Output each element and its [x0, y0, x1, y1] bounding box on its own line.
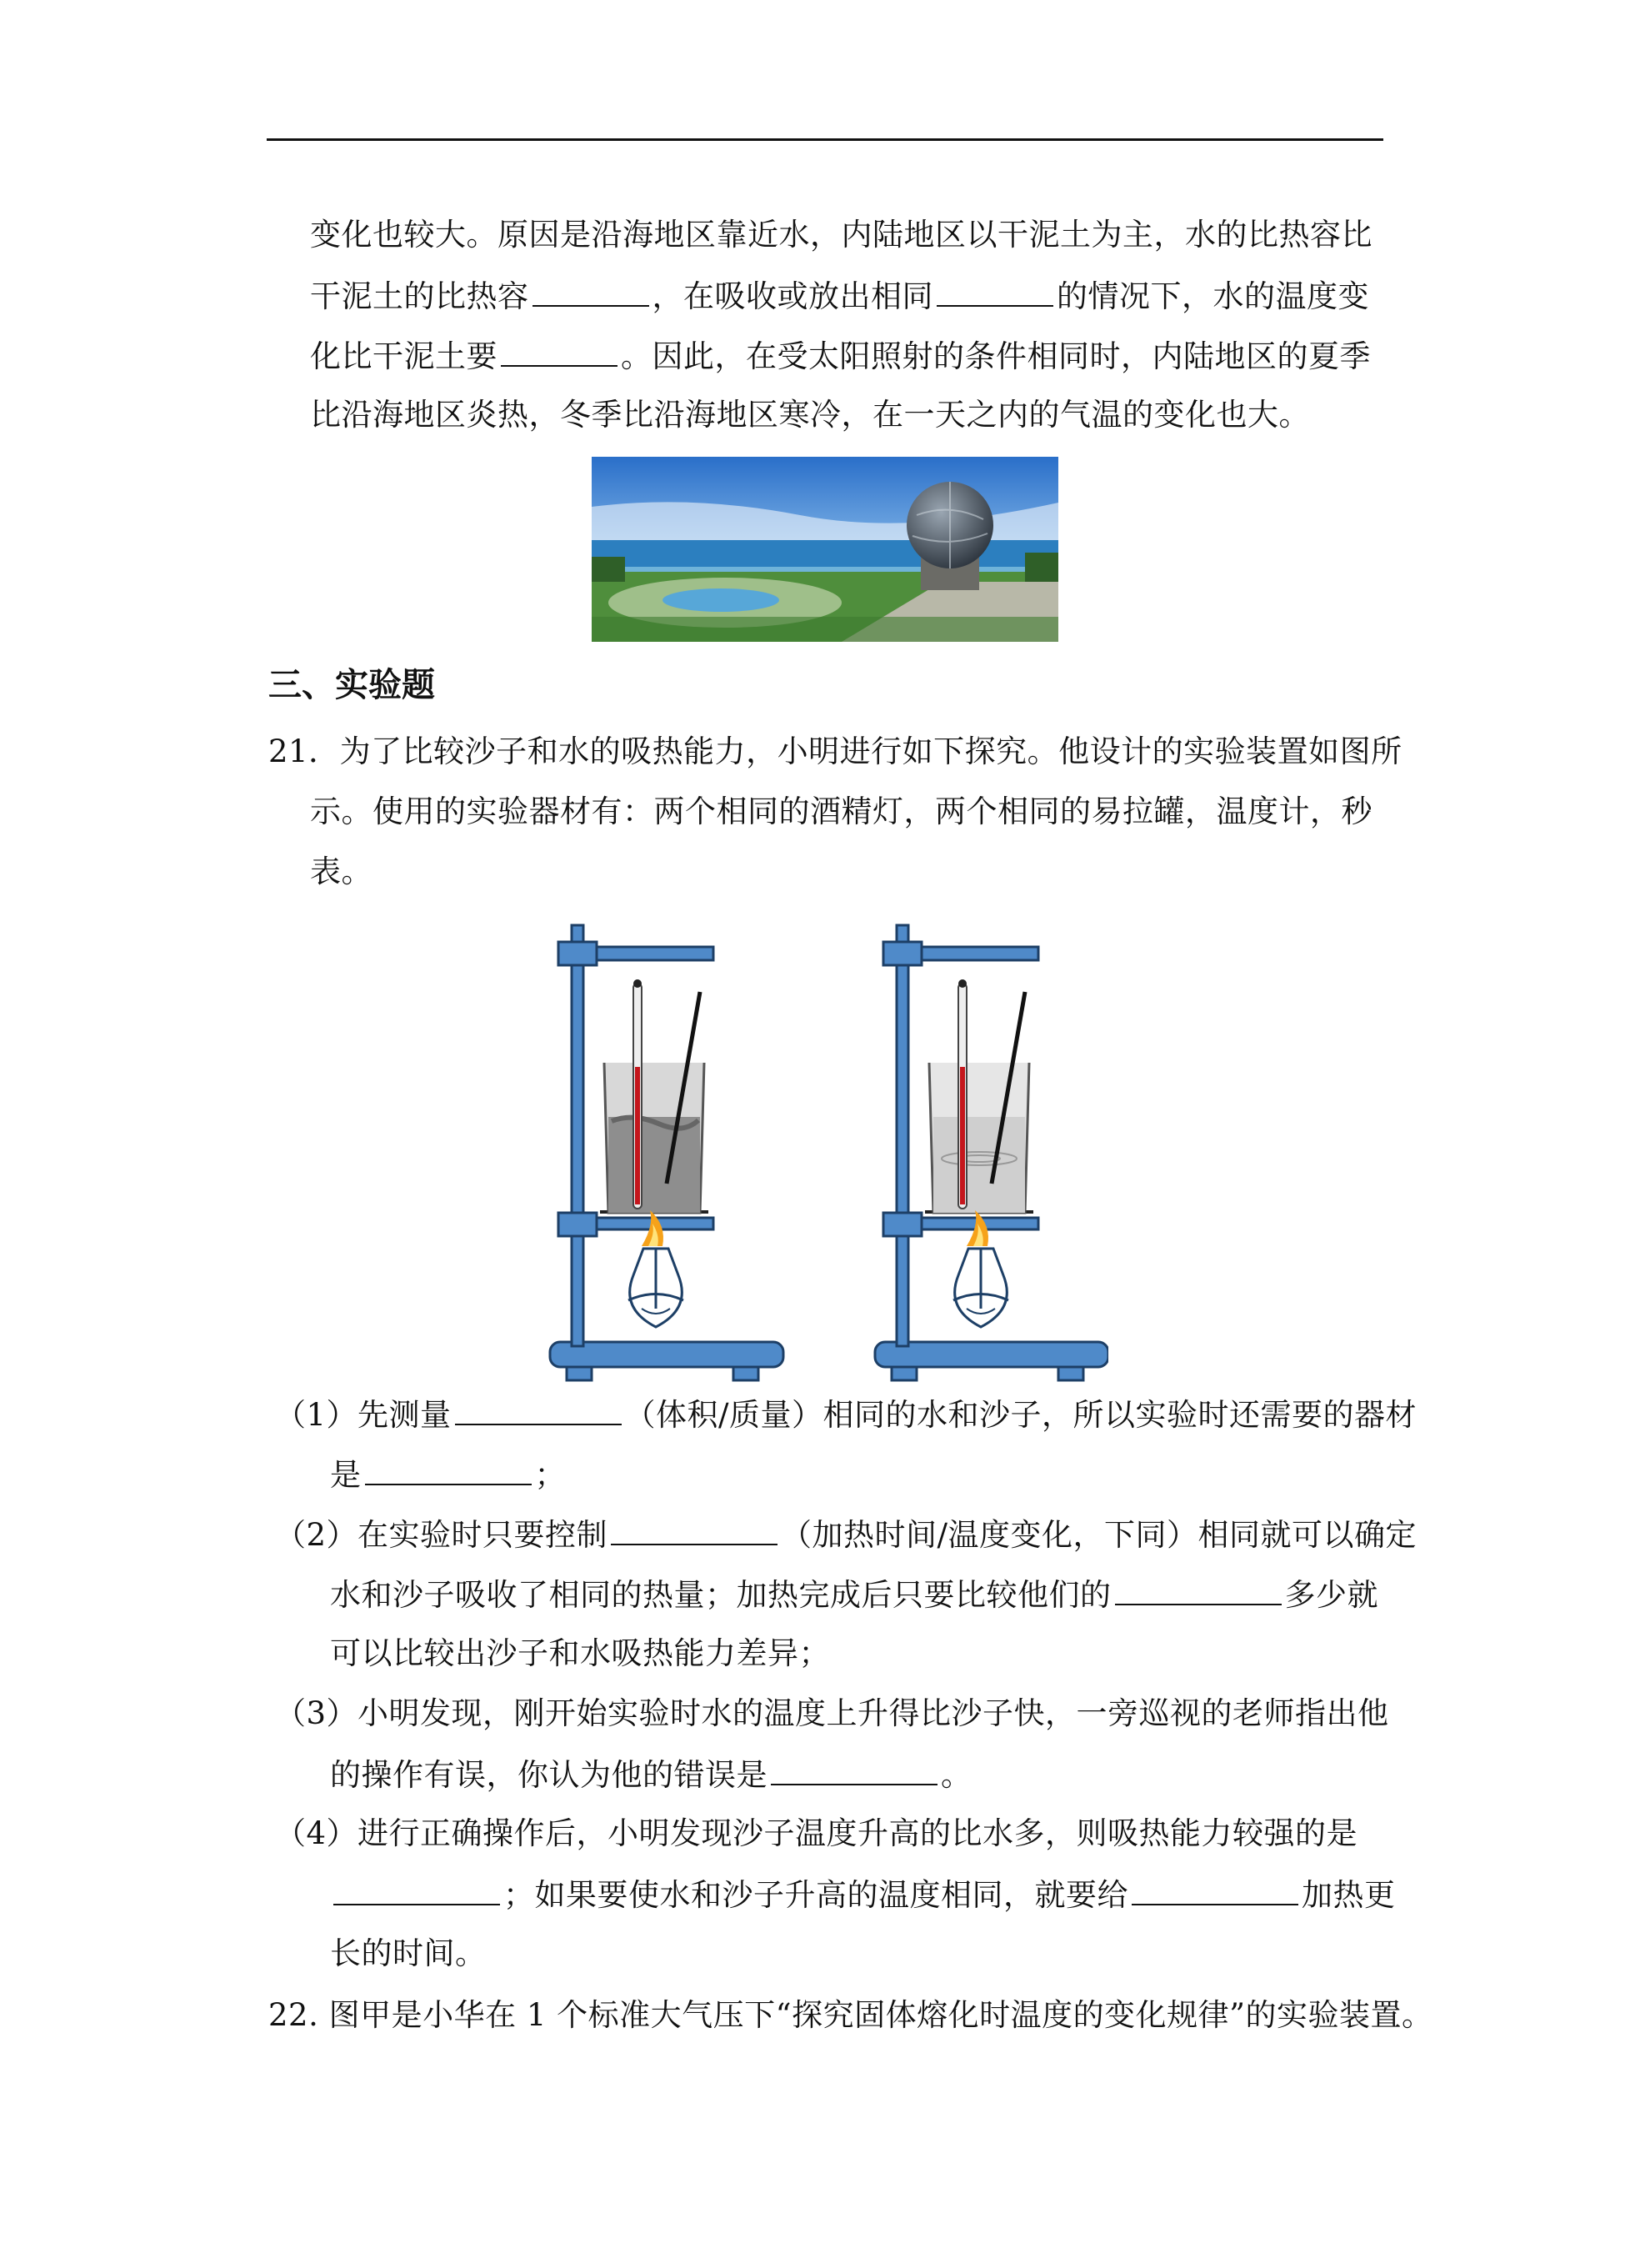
- blank: [333, 1874, 500, 1905]
- blank: [611, 1514, 778, 1545]
- coastal-globe-photo: [592, 457, 1058, 642]
- blank: [771, 1754, 938, 1785]
- q21-text: ；如果要使水和沙子升高的温度相同，就要给: [503, 1877, 1128, 1913]
- q21-text: （体积/质量）相同的水和沙子，所以实验时还需要的器材: [624, 1397, 1418, 1433]
- q21-text: ；: [534, 1457, 566, 1493]
- blank: [501, 335, 618, 367]
- q21-text: 水和沙子吸收了相同的热量；加热完成后只要比较他们的: [330, 1577, 1112, 1613]
- q21-line-3: 表。: [310, 854, 372, 889]
- q21-line-2: 示。使用的实验器材有：两个相同的酒精灯，两个相同的易拉罐，温度计，秒: [310, 794, 1372, 829]
- q21-part4-line3: 长的时间。: [330, 1935, 487, 1971]
- q21-text: 多少就: [1284, 1577, 1378, 1613]
- sand-apparatus: [550, 925, 783, 1380]
- intro-text: 。因此，在受太阳照射的条件相同时，内陆地区的夏季: [621, 338, 1371, 374]
- heating-experiment-diagram: [542, 909, 1108, 1384]
- blank: [532, 275, 649, 307]
- blank: [1115, 1574, 1282, 1605]
- intro-text: 的情况下，水的温度变: [1057, 278, 1369, 314]
- intro-text: ，在吸收或放出相同: [652, 278, 933, 314]
- q21-text: （2）在实验时只要控制: [275, 1517, 608, 1553]
- intro-line-1: 变化也较大。原因是沿海地区靠近水，内陆地区以干泥土为主，水的比热容比: [310, 217, 1372, 253]
- q21-text: （加热时间/温度变化，下同）相同就可以确定: [781, 1517, 1418, 1553]
- q21-part3-line2: [330, 1754, 972, 1795]
- intro-line-4: 比沿海地区炎热，冬季比沿海地区寒冷，在一天之内的气温的变化也大。: [310, 397, 1310, 433]
- q21-part4-line2: [330, 1874, 1396, 1915]
- q21-text: 的操作有误，你认为他的错误是: [330, 1757, 768, 1793]
- blank: [455, 1394, 622, 1425]
- q21-part1-line1: [275, 1394, 1417, 1435]
- q21-text: 加热更: [1302, 1877, 1396, 1913]
- q21-text: 。: [941, 1757, 972, 1793]
- q21-text: 是: [330, 1457, 362, 1493]
- q22-line-1: 22. 图甲是小华在 1 个标准大气压下“探究固体熔化时温度的变化规律”的实验装置。: [268, 1997, 1433, 2033]
- q21-line-1: 21．为了比较沙子和水的吸热能力，小明进行如下探究。他设计的实验装置如图所: [268, 733, 1402, 769]
- blank: [1132, 1874, 1298, 1905]
- section-title: 三、实验题: [268, 666, 435, 704]
- q21-text: （1）先测量: [275, 1397, 452, 1433]
- intro-text: 化比干泥土要: [310, 338, 498, 374]
- q21-part4-line1: （4）进行正确操作后，小明发现沙子温度升高的比水多，则吸热能力较强的是: [275, 1815, 1358, 1851]
- q21-part1-line2: [330, 1454, 566, 1495]
- blank: [365, 1454, 532, 1485]
- q21-part2-line3: 可以比较出沙子和水吸热能力差异；: [330, 1635, 830, 1671]
- q21-part2-line1: [275, 1514, 1417, 1555]
- intro-text: 干泥土的比热容: [310, 278, 529, 314]
- water-apparatus: [875, 925, 1108, 1380]
- intro-line-2: [310, 275, 1369, 317]
- intro-line-3: [310, 335, 1371, 377]
- q21-part3-line1: （3）小明发现，刚开始实验时水的温度上升得比沙子快，一旁巡视的老师指出他: [275, 1695, 1389, 1731]
- blank: [937, 275, 1053, 307]
- header-rule: [267, 138, 1383, 141]
- q21-part2-line2: [330, 1574, 1378, 1615]
